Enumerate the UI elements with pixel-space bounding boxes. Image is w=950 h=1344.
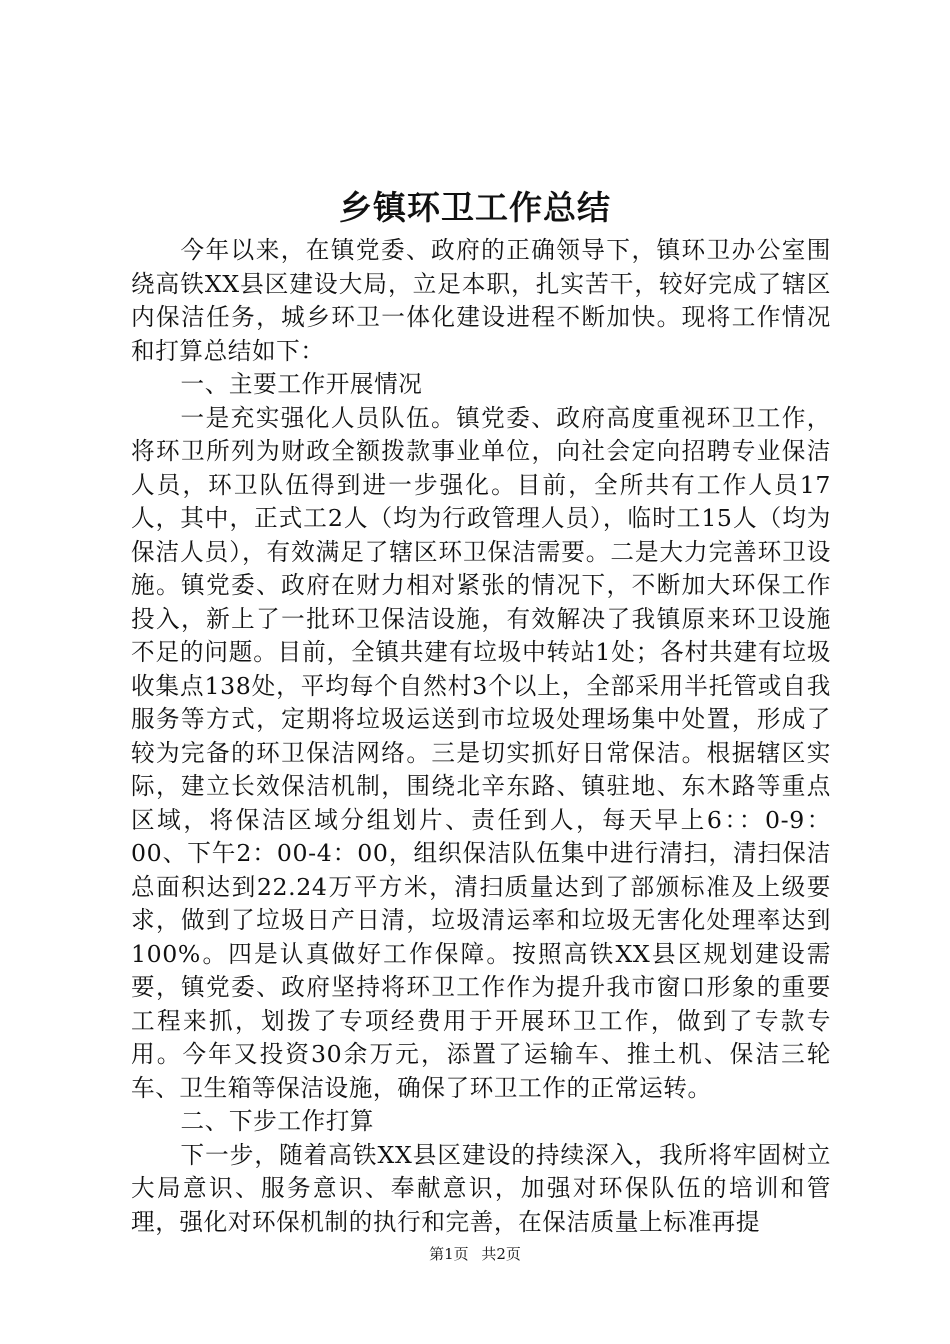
page-number-total: 共2页: [481, 1245, 521, 1263]
section-heading-main-work: 一、主要工作开展情况: [180, 370, 423, 398]
paragraph-main-work: 一是充实强化人员队伍。镇党委、政府高度重视环卫工作，将环卫所列为财政全额拨款事业单位，向社会定向招聘专业保洁人员，环卫队伍得到进一步强化。目前，全所共有工作人员17人，其中，正式工2人（均为行政管理人员），临时工15人（均为保洁人员），有效满足了辖区环卫保洁需要。二是大力完善环卫设施。镇党委、政府在财力相对紧张的情况下，不断加大环保工作投入，新上了一批环卫保洁设施，有效解决了我镇原来环卫设施不足的问题。目前，全镇共建有垃圾中转站1处；各村共建有垃圾收集点138处，平均每个自然村3个以上，全部采用半托管或自我服务等方式，定期将垃圾运送到市垃圾处理场集中处置，形成了较为完备的环卫保洁网络。三是切实抓好日常保洁。根据辖区实际，建立长效保洁机制，围绕北辛东路、镇驻地、东木路等重点区域，将保洁区域分组划片、责任到人，每天早上6：：0-9：00、下午2：00-4：00，组织保洁队伍集中进行清扫，清扫保洁总面积达到22.24万平方米，清扫质量达到了部颁标准及上级要求，做到了垃圾日产日清，垃圾清运率和垃圾无害化处理率达到100%。四是认真做好工作保障。按照高铁XX县区规划建设需要，镇党委、政府坚持将环卫工作作为提升我市窗口形象的重要工程来抓，划拨了专项经费用于开展环卫工作，做到了专款专用。今年又投资30余万元，添置了运输车、推土机、保洁三轮车、卫生箱等保洁设施，确保了环卫工作的正常运转。: [131, 403, 831, 1102]
paragraph-intro: 今年以来，在镇党委、政府的正确领导下，镇环卫办公室围绕高铁XX县区建设大局，立足本职，扎实苦干，较好完成了辖区内保洁任务，城乡环卫一体化建设进程不断加快。现将工作情况和打算总结如下：: [131, 236, 831, 365]
paragraph-next-steps: 下一步，随着高铁XX县区建设的持续深入，我所将牢固树立大局意识、服务意识、奉献意识，加强对环保队伍的培训和管理，强化对环保机制的执行和完善，在保洁质量上标准再提: [131, 1140, 831, 1236]
document-title: 乡镇环卫工作总结: [339, 188, 611, 227]
page-number-current: 第1页: [429, 1245, 469, 1263]
section-heading-next-steps: 二、下步工作打算: [180, 1107, 375, 1135]
document-body: [131, 234, 831, 1239]
page-footer: [0, 1244, 950, 1264]
